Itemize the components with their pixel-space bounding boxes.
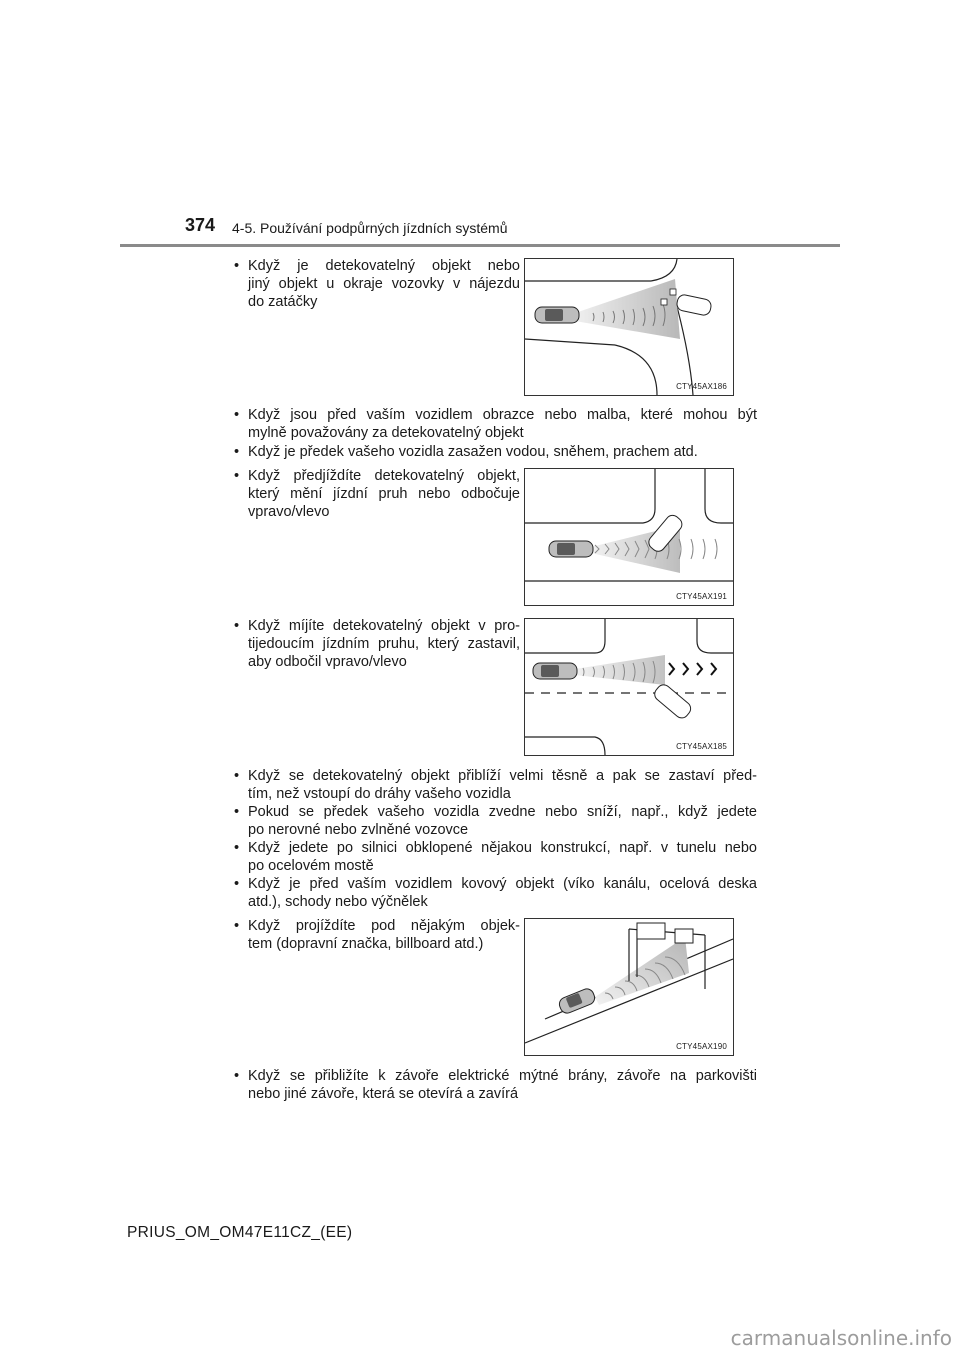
bullet-item-overhead-object bbox=[234, 917, 520, 953]
bullet-line: • Když je předek vašeho vozidla zasažen vodou, sněhem, prachem atd. bbox=[248, 444, 698, 460]
bullet-line: • Když předjíždíte detekovatelný objekt, bbox=[248, 468, 520, 484]
bullet-item-curve-edge bbox=[234, 257, 520, 311]
bullet-item-water-snow bbox=[234, 443, 757, 461]
bullet-line: • Když se přibližíte k závoře elektrické mýtné brány, závoře na parkovišti bbox=[248, 1068, 757, 1084]
overhead-illustration bbox=[525, 919, 733, 1055]
curve-illustration bbox=[525, 259, 733, 395]
bullet-line: atd.), schody nebo výčnělek bbox=[248, 894, 428, 910]
bullet-line: tím, než vstoupí do dráhy vašeho vozidla bbox=[248, 786, 511, 802]
bullet-line: po nerovné nebo zvlněné vozovce bbox=[248, 822, 469, 838]
bullet-line: který mění jízdní pruh nebo odbočuje bbox=[248, 486, 520, 502]
document-code: PRIUS_OM_OM47E11CZ_(EE) bbox=[127, 1224, 353, 1241]
figure-overhead-sign bbox=[524, 918, 734, 1056]
bullet-item-stops-close bbox=[234, 767, 757, 803]
bullet-line: • Když jsou před vaším vozidlem obrazce nebo malba, které mohou být bbox=[248, 407, 757, 423]
figure-oncoming-lane-object bbox=[524, 618, 734, 756]
bullet-line: • Když jedete po silnici obklopené nějakou konstrukcí, např. v tunelu nebo bbox=[248, 840, 757, 856]
section-title: 4-5. Používání podpůrných jízdních systémů bbox=[232, 220, 508, 236]
bullet-line: do zatáčky bbox=[248, 294, 318, 310]
bullet-item-overtaking bbox=[234, 467, 520, 521]
bullet-item-barrier bbox=[234, 1067, 757, 1103]
bullet-line: nebo jiné závoře, která se otevírá a zavírá bbox=[248, 1086, 519, 1102]
turning-illustration bbox=[525, 469, 733, 605]
bullet-line: jiný objekt u okraje vozovky v nájezdu bbox=[248, 276, 520, 292]
header-divider bbox=[120, 244, 840, 247]
bullet-line: aby odbočil vpravo/vlevo bbox=[248, 654, 407, 670]
bullet-item-metal-object bbox=[234, 875, 757, 911]
bullet-line: tijedoucím jízdním pruhu, který zastavil, bbox=[248, 636, 520, 652]
bullet-line: • Když míjíte detekovatelný objekt v pro- bbox=[248, 618, 520, 634]
oncoming-illustration bbox=[525, 619, 733, 755]
bullet-item-uneven-road bbox=[234, 803, 757, 839]
bullet-item-oncoming-stopped bbox=[234, 617, 520, 671]
figure-code: CTY45AX186 bbox=[676, 382, 727, 391]
bullet-line: • Pokud se předek vašeho vozidla zvedne nebo sníží, např., když jedete bbox=[248, 804, 757, 820]
bullet-line: • Když je před vaším vozidlem kovový objekt (víko kanálu, ocelová deska bbox=[248, 876, 757, 892]
bullet-line: • Když projíždíte pod nějakým objek- bbox=[248, 918, 520, 934]
page-number: 374 bbox=[185, 215, 216, 235]
bullet-item-patterns bbox=[234, 406, 757, 442]
bullet-line: • Když se detekovatelný objekt přiblíží velmi těsně a pak se zastaví před- bbox=[248, 768, 757, 784]
bullet-line: po ocelovém mostě bbox=[248, 858, 374, 874]
figure-code: CTY45AX185 bbox=[676, 742, 727, 751]
bullet-line: • Když je detekovatelný objekt nebo bbox=[248, 258, 520, 274]
figure-overtaking-turning-object bbox=[524, 468, 734, 606]
bullet-line: vpravo/vlevo bbox=[248, 504, 330, 520]
figure-code: CTY45AX190 bbox=[676, 1042, 727, 1051]
figure-code: CTY45AX191 bbox=[676, 592, 727, 601]
watermark: carmanualsonline.info bbox=[730, 1326, 952, 1350]
figure-curve-roadside-object bbox=[524, 258, 734, 396]
bullet-item-tunnel bbox=[234, 839, 757, 875]
bullet-line: tem (dopravní značka, billboard atd.) bbox=[248, 936, 484, 952]
bullet-line: mylně považovány za detekovatelný objekt bbox=[248, 425, 524, 441]
